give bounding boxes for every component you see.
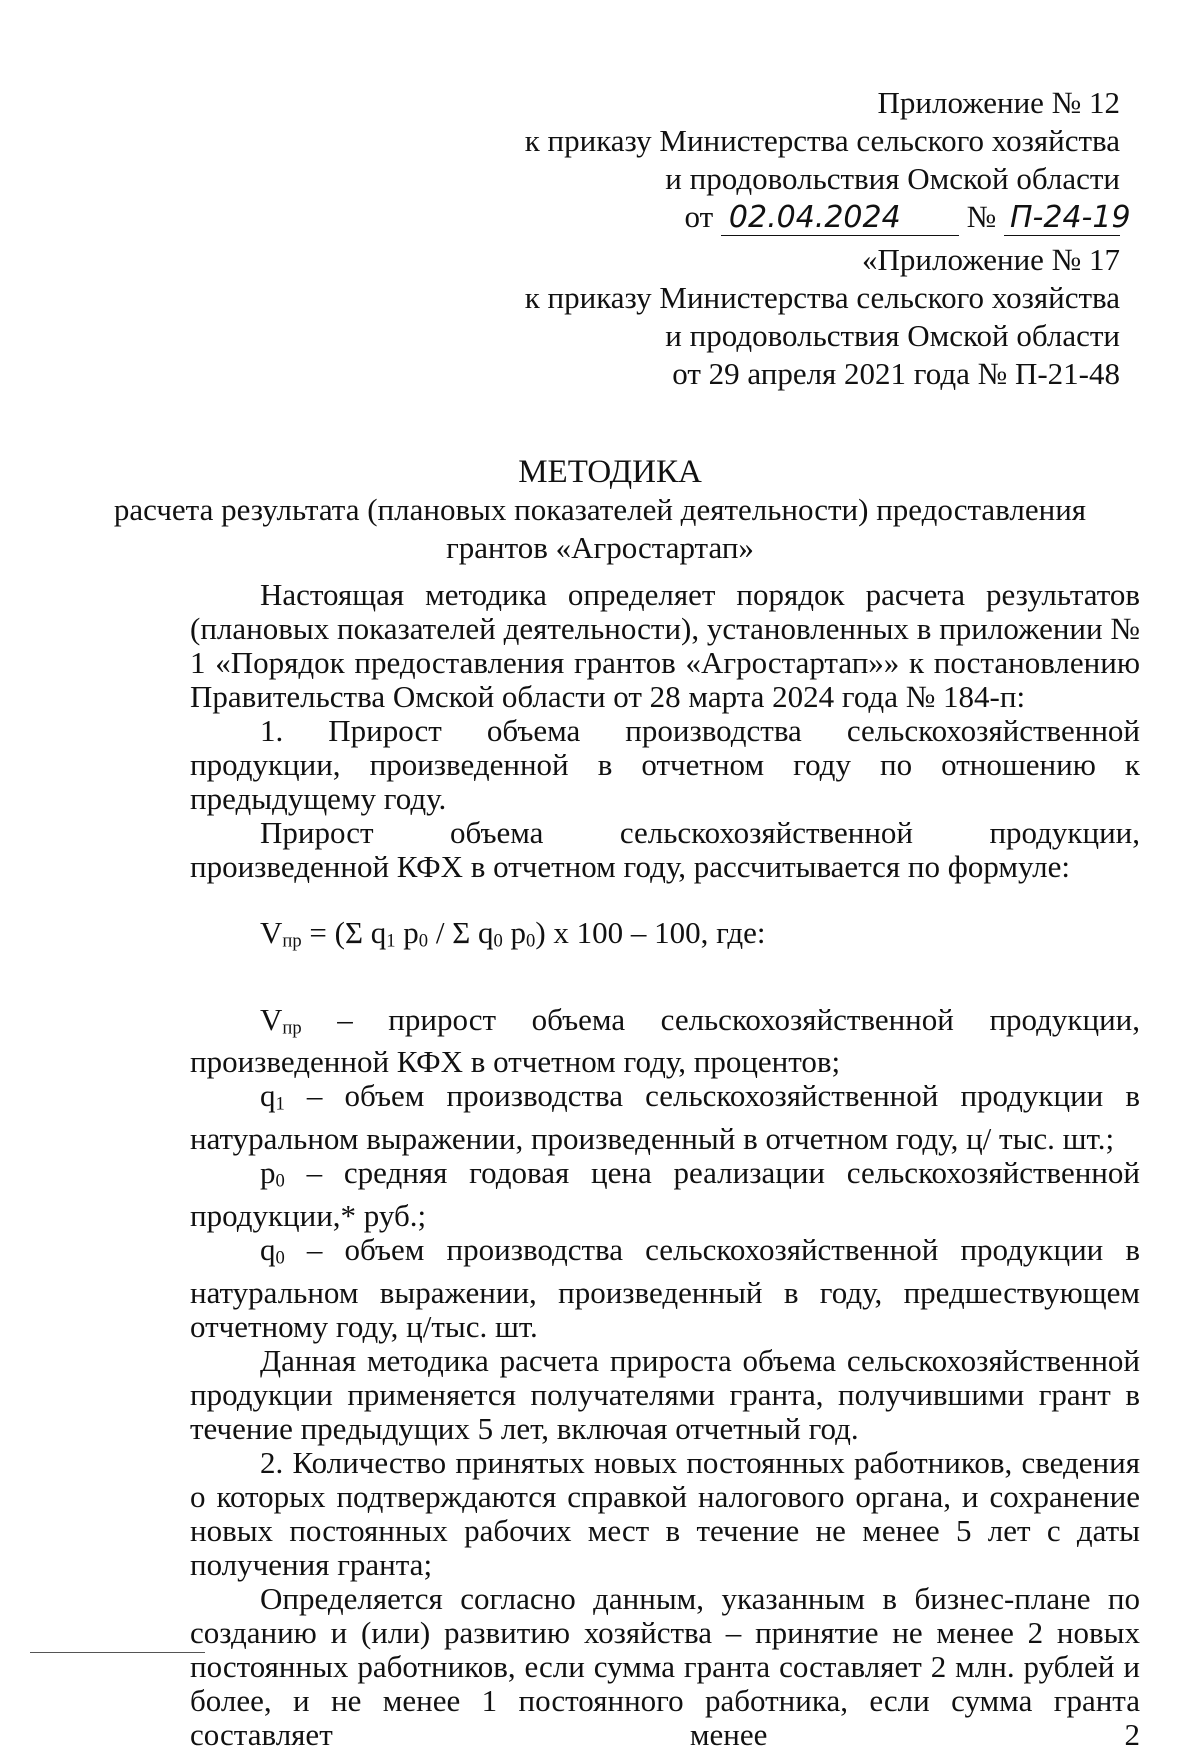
document-subtitle-2: грантов «Агростартап» (446, 530, 754, 565)
appendix17-date-line: от 29 апреля 2021 года № П-21-48 (672, 356, 1120, 391)
definition-q0: $q_0$ – объем производства сельскохозяйственной продукции в натуральном выражении, произведенный в году, предшествующем отчетному году, ц/тыс. шт. (190, 1231, 1140, 1344)
formula-definitions (190, 1003, 1140, 1344)
definition-vpr: $V_{пр}$ – прирост объема сельскохозяйственной продукции, произведенной КФХ в отчетном году, процентов; (190, 1001, 1140, 1080)
appendix17-ministry-line: к приказу Министерства сельского хозяйства (524, 280, 1120, 315)
date-underline-gap (919, 205, 959, 236)
footnote-divider (30, 1652, 205, 1653)
item1-paragraph: 1. Прирост объема производства сельскохозяйственной продукции, произведенной в отчетном году по отношению к предыдущему году. (190, 713, 1140, 816)
appendix-header-17 (525, 241, 1120, 393)
document-body (190, 578, 1140, 1752)
document-title: МЕТОДИКА (518, 454, 702, 490)
item2-detail-paragraph: Определяется согласно данным, указанным в бизнес-плане по созданию и (или) развитию хозяйства – принятие не менее 2 новых постоянных работников, если сумма гранта составляет 2 млн. рублей и более, и не менее 1 постоянного работника, если сумма гранта составляет менее 2 (190, 1580, 1140, 1752)
item2-paragraph: 2. Количество принятых новых постоянных работников, сведения о которых подтверждаются справкой налогового органа, и сохранение новых постоянных рабочих мест в течение не менее 5 лет с даты получения гранта; (190, 1444, 1140, 1582)
appendix-number-line: Приложение № 12 (877, 85, 1120, 120)
definition-p0: $p_0$ – средняя годовая цена реализации сельскохозяйственной продукции,* руб.; (190, 1155, 1140, 1233)
date-prefix: от (684, 199, 714, 234)
handwritten-date: 02.04.2024 (721, 201, 919, 236)
growth-formula: $V_{пр} = (\Sigma$ $q_1$ $p_0$ / Σ $q_0$ $p_0$) x 100 – 100, где: (260, 915, 766, 952)
intro-paragraph: Настоящая методика определяет порядок расчета результатов (плановых показателей деятельности), установленных в приложении № 1 «Порядок предоставления грантов «Агростартап»» к постановлению Правительства Омской области от 28 марта 2024 года № 184-п: (190, 577, 1140, 714)
order-ministry-line: к приказу Министерства сельского хозяйства (524, 123, 1120, 158)
order-date-line (525, 198, 1131, 236)
handwritten-number: П-24-19 (1004, 201, 1120, 236)
document-title-block (0, 453, 1200, 567)
item1-formula-intro: Прирост объема сельскохозяйственной продукции, произведенной КФХ в отчетном году, рассчитывается по формуле: (190, 815, 1140, 884)
method-note-paragraph: Данная методика расчета прироста объема сельскохозяйственной продукции применяется получателями гранта, получившими грант в течение предыдущих 5 лет, включая отчетный год. (190, 1342, 1140, 1446)
appendix17-number-line: «Приложение № 17 (862, 242, 1120, 277)
appendix-header-12 (524, 84, 1131, 236)
appendix17-ministry-line2: и продовольствия Омской области (665, 318, 1120, 353)
number-prefix: № (966, 199, 997, 234)
document-subtitle-1: расчета результата (плановых показателей деятельности) предоставления (113, 492, 1087, 527)
definition-q1: $q_1$ – объем производства сельскохозяйственной продукции в натуральном выражении, произведенный в отчетном году, ц/ тыс. шт.; (190, 1078, 1140, 1157)
order-ministry-line2: и продовольствия Омской области (665, 161, 1120, 196)
